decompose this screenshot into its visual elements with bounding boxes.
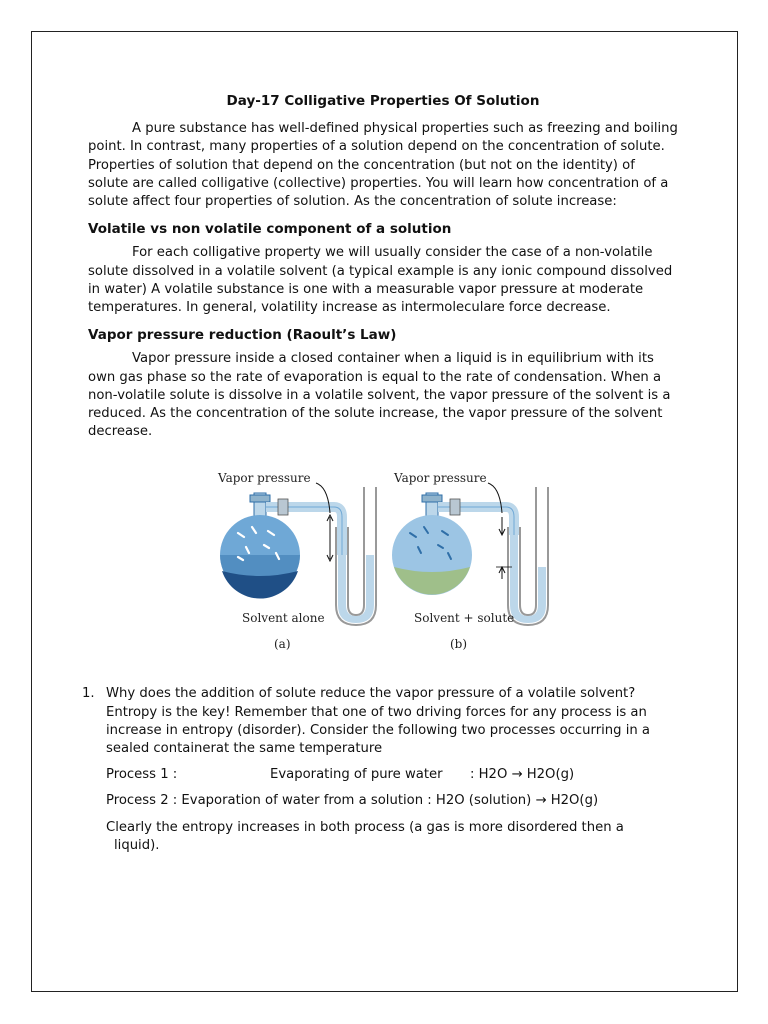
document-body xyxy=(82,92,678,855)
page-title: Day-17 Colligative Properties Of Solution xyxy=(226,93,540,109)
question-list xyxy=(82,685,678,855)
section-heading-volatile: Volatile vs non volatile component of a solution xyxy=(88,221,452,238)
vapor-pressure-figure xyxy=(216,455,556,667)
caption-solvent-alone: Solvent alone xyxy=(242,611,325,626)
process-1-equation: : H2O → H2O(g) xyxy=(470,767,575,783)
label-vapor-pressure-b: Vapor pressure xyxy=(394,471,487,486)
intro-paragraph: A pure substance has well-defined physical properties such as freezing and boiling point. In contrast, many properties of a solution depend on the concentration of solute. Properties of solution that depend on the concentration (but not on the identity) of solute are called colligative (collective) properties. You will learn how concentration of a solute affect four properties of solution. As the concentration of solute increase: xyxy=(88,121,678,210)
question-number: 1. xyxy=(82,686,95,702)
process-1-desc: Evaporating of pure water xyxy=(270,767,443,783)
process-1-label: Process 1 : xyxy=(106,767,178,783)
process-1 xyxy=(106,766,678,784)
section-body-volatile: For each colligative property we will usually consider the case of a non-volatile solute dissolved in a volatile solvent (a typical example is any ionic compound dissolved in water) A volatile substance is one with a measurable vapor pressure at moderate temperatures. In general, volatility increase as intermoleculare force decrease. xyxy=(88,245,673,316)
section-body-raoult: Vapor pressure inside a closed container when a liquid is in equilibrium with its own gas phase so the rate of evaporation is equal to the rate of condensation. When a non-volatile solute is dissolve in a volatile solvent, the vapor pressure of the solvent is a reduced. As the concentration of the solute increase, the vapor pressure of the solvent decrease. xyxy=(88,351,671,440)
conclusion xyxy=(106,819,678,855)
question-body: Why does the addition of solute reduce the vapor pressure of a volatile solvent? Entropy is the key! Remember that one of two driving forces for any process is an increase in entropy (disorder). Consider the following two processes occurring in a sealed containerat the same temperature xyxy=(106,686,651,757)
conclusion-line-2: liquid). xyxy=(114,837,160,853)
caption-solvent-solute: Solvent + solute xyxy=(414,611,515,626)
conclusion-line-1: Clearly the entropy increases in both process (a gas is more disordered then a xyxy=(106,819,624,835)
apparatus-a xyxy=(220,483,376,625)
section-heading-raoult: Vapor pressure reduction (Raoult’s Law) xyxy=(88,327,397,344)
tag-a: (a) xyxy=(274,637,291,652)
process-2: Process 2 : Evaporation of water from a solution : H2O (solution) → H2O(g) xyxy=(106,793,599,809)
tag-b: (b) xyxy=(450,637,468,652)
label-vapor-pressure-a: Vapor pressure xyxy=(218,471,311,486)
apparatus-b xyxy=(392,483,548,625)
